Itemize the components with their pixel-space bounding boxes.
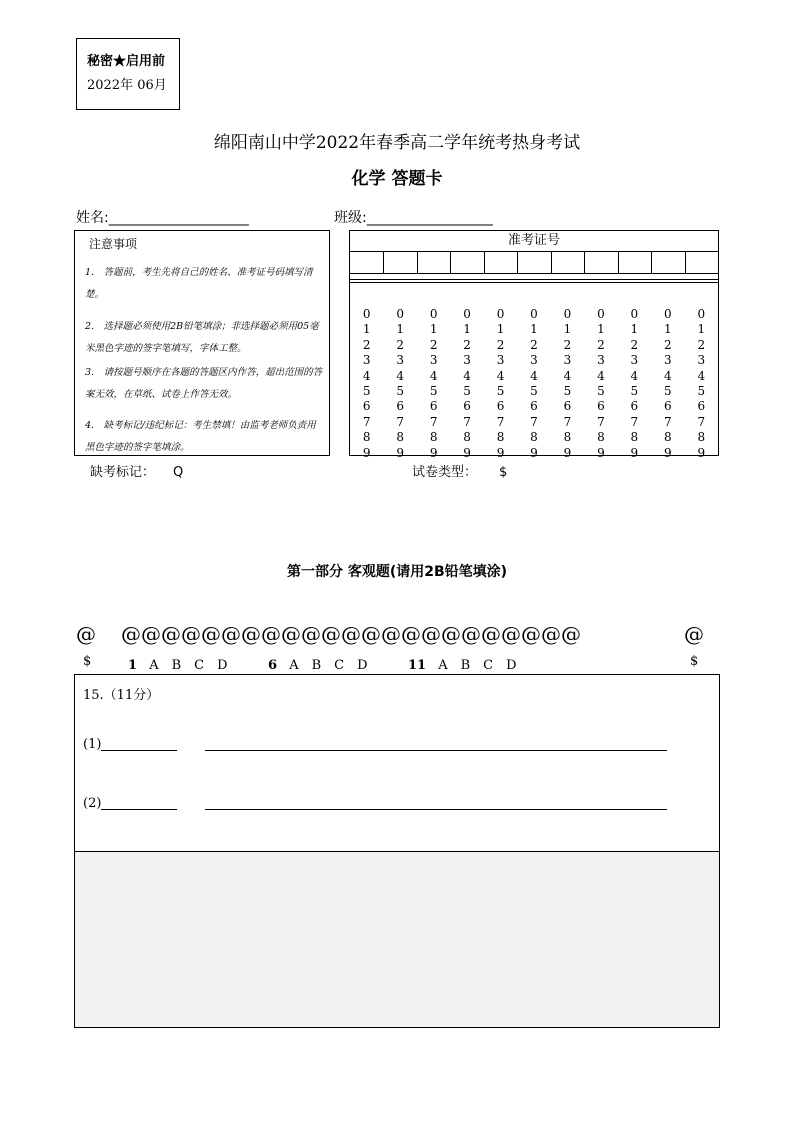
digit-option[interactable]: 8 bbox=[563, 430, 572, 445]
digit-option[interactable]: 6 bbox=[563, 399, 572, 414]
digit-option[interactable]: 6 bbox=[630, 399, 639, 414]
question-options[interactable]: A B C D bbox=[289, 658, 368, 673]
digit-option[interactable]: 4 bbox=[663, 368, 672, 383]
admission-digit-column[interactable] bbox=[383, 251, 416, 460]
digit-option[interactable]: 4 bbox=[563, 368, 572, 383]
digit-option[interactable]: 9 bbox=[396, 445, 404, 460]
digit-option[interactable]: 2 bbox=[362, 337, 371, 352]
digit-options[interactable] bbox=[383, 307, 416, 461]
digit-option[interactable]: 0 bbox=[663, 307, 672, 321]
digit-option[interactable]: 1 bbox=[663, 322, 672, 337]
digit-option[interactable]: 7 bbox=[496, 414, 505, 429]
digit-option[interactable]: 1 bbox=[362, 322, 371, 337]
digit-option[interactable]: 5 bbox=[362, 384, 371, 399]
digit-option[interactable]: 2 bbox=[463, 337, 471, 352]
class-label: 班级: bbox=[334, 210, 367, 226]
answer-blank-2a[interactable] bbox=[101, 795, 177, 810]
digit-option[interactable]: 7 bbox=[429, 414, 438, 429]
digit-option[interactable]: 1 bbox=[463, 322, 471, 337]
digit-option[interactable]: 9 bbox=[697, 445, 706, 460]
name-field[interactable] bbox=[76, 207, 249, 227]
digit-option[interactable]: 0 bbox=[630, 307, 639, 321]
digit-option[interactable]: 5 bbox=[496, 384, 505, 399]
cell-separator bbox=[685, 251, 686, 273]
digit-option[interactable]: 2 bbox=[496, 337, 505, 352]
digit-option[interactable]: 5 bbox=[563, 384, 572, 399]
digit-option[interactable]: 9 bbox=[663, 445, 672, 460]
digit-option[interactable]: 9 bbox=[530, 445, 538, 460]
confidential-box bbox=[76, 38, 180, 110]
part1-title: 第一部分 客观题(请用2B铅笔填涂) bbox=[286, 564, 508, 580]
answer-label-1: (1) bbox=[83, 737, 102, 752]
admission-digit-column[interactable] bbox=[417, 251, 450, 460]
digit-option[interactable]: 0 bbox=[496, 307, 505, 321]
digit-option[interactable]: 1 bbox=[396, 322, 404, 337]
digit-option[interactable]: 9 bbox=[362, 445, 371, 460]
name-label: 姓名: bbox=[76, 210, 109, 226]
digit-option[interactable]: 2 bbox=[396, 337, 404, 352]
question-group bbox=[128, 654, 228, 673]
digit-option[interactable]: 5 bbox=[597, 384, 605, 399]
note-item: 3. 请按题号顺序在各题的答题区内作答，超出范围的答案无效，在草纸、试卷上作答无效。 bbox=[85, 367, 323, 400]
digit-option[interactable]: 5 bbox=[396, 384, 404, 399]
digit-options[interactable] bbox=[450, 307, 483, 461]
digit-options[interactable] bbox=[484, 307, 517, 461]
admission-digit-column[interactable] bbox=[618, 251, 651, 460]
digit-option[interactable]: 8 bbox=[697, 430, 706, 445]
digit-option[interactable]: 5 bbox=[463, 384, 471, 399]
digit-option[interactable]: 1 bbox=[496, 322, 505, 337]
digit-option[interactable]: 8 bbox=[530, 430, 538, 445]
cell-separator bbox=[417, 251, 418, 273]
paper-type-bubble[interactable]: $ bbox=[499, 465, 508, 480]
admission-digit-cell[interactable] bbox=[383, 251, 416, 274]
answer-blank-1b[interactable] bbox=[205, 736, 667, 751]
digit-option[interactable]: 6 bbox=[463, 399, 471, 414]
absent-mark bbox=[90, 461, 183, 480]
digit-option[interactable]: 7 bbox=[530, 414, 538, 429]
paper-type-label: 试卷类型： bbox=[412, 465, 478, 480]
note-item: 1. 答题前，考生先将自己的姓名、准考证号码填写清楚。 bbox=[85, 267, 313, 300]
digit-option[interactable]: 6 bbox=[362, 399, 371, 414]
digit-option[interactable]: 4 bbox=[496, 368, 505, 383]
digit-option[interactable]: 3 bbox=[463, 353, 471, 368]
digit-option[interactable]: 7 bbox=[697, 414, 706, 429]
digit-option[interactable]: 0 bbox=[563, 307, 572, 321]
class-blank: __________________ bbox=[366, 210, 493, 226]
digit-option[interactable]: 3 bbox=[396, 353, 404, 368]
digit-options[interactable] bbox=[584, 307, 617, 461]
digit-options[interactable] bbox=[350, 307, 383, 461]
admission-digit-cell[interactable] bbox=[685, 251, 718, 274]
admission-digit-column[interactable] bbox=[685, 251, 718, 460]
digit-option[interactable]: 4 bbox=[597, 368, 605, 383]
digit-option[interactable]: 1 bbox=[597, 322, 605, 337]
digit-option[interactable]: 9 bbox=[429, 445, 438, 460]
question-number: 1 bbox=[128, 658, 138, 673]
digit-option[interactable]: 0 bbox=[697, 307, 706, 321]
notes-title: 注意事项 bbox=[89, 237, 138, 251]
digit-option[interactable]: 2 bbox=[429, 337, 438, 352]
digit-option[interactable]: 8 bbox=[630, 430, 639, 445]
digit-options[interactable] bbox=[651, 307, 684, 461]
digit-option[interactable]: 2 bbox=[563, 337, 572, 352]
digit-option[interactable]: 6 bbox=[597, 399, 605, 414]
admission-digit-column[interactable] bbox=[517, 251, 550, 460]
answer-area-blank bbox=[74, 852, 720, 1028]
question-options[interactable]: A B C D bbox=[438, 658, 517, 673]
digit-option[interactable]: 2 bbox=[697, 337, 706, 352]
cell-separator bbox=[517, 251, 518, 273]
digit-option[interactable]: 3 bbox=[429, 353, 438, 368]
digit-option[interactable]: 7 bbox=[597, 414, 605, 429]
answer-blank-1a[interactable] bbox=[101, 736, 177, 751]
question-15-box bbox=[74, 674, 720, 852]
digit-option[interactable]: 4 bbox=[429, 368, 438, 383]
digit-option[interactable]: 7 bbox=[563, 414, 572, 429]
paper-type-mark bbox=[412, 461, 507, 480]
digit-option[interactable]: 0 bbox=[530, 307, 538, 321]
digit-option[interactable]: 2 bbox=[630, 337, 639, 352]
admission-number-box bbox=[349, 230, 719, 460]
digit-option[interactable]: 4 bbox=[530, 368, 538, 383]
digit-option[interactable]: 9 bbox=[630, 445, 639, 460]
digit-option[interactable]: 7 bbox=[463, 414, 471, 429]
digit-option[interactable]: 7 bbox=[663, 414, 672, 429]
name-blank: ____________________ bbox=[108, 210, 249, 226]
admission-number-title: 准考证号 bbox=[350, 231, 718, 252]
digit-option[interactable]: 2 bbox=[597, 337, 605, 352]
digit-option[interactable]: 2 bbox=[663, 337, 672, 352]
digit-option[interactable]: 8 bbox=[597, 430, 605, 445]
digit-option[interactable]: 1 bbox=[429, 322, 438, 337]
exam-title: 绵阳南山中学2022年春季高二学年统考热身考试 bbox=[213, 133, 581, 153]
admission-digit-column[interactable] bbox=[350, 251, 383, 460]
absent-label: 缺考标记： bbox=[90, 465, 156, 480]
digit-option[interactable]: 6 bbox=[663, 399, 672, 414]
digit-option[interactable]: 4 bbox=[697, 368, 706, 383]
digit-option[interactable]: 3 bbox=[697, 353, 706, 368]
admission-digit-cell[interactable] bbox=[450, 251, 483, 274]
answer-label-2: (2) bbox=[83, 796, 102, 811]
digit-option[interactable]: 8 bbox=[396, 430, 404, 445]
digit-options[interactable] bbox=[685, 307, 718, 461]
digit-option[interactable]: 8 bbox=[463, 430, 471, 445]
digit-option[interactable]: 8 bbox=[496, 430, 505, 445]
cell-separator bbox=[383, 251, 384, 273]
digit-option[interactable]: 1 bbox=[563, 322, 572, 337]
digit-option[interactable]: 0 bbox=[362, 307, 371, 321]
absent-bubble[interactable]: Q bbox=[173, 465, 184, 480]
digit-option[interactable]: 6 bbox=[697, 399, 706, 414]
question-options[interactable]: A B C D bbox=[149, 658, 228, 673]
digit-option[interactable]: 3 bbox=[630, 353, 639, 368]
digit-option[interactable]: 4 bbox=[463, 368, 471, 383]
admission-digit-column[interactable] bbox=[584, 251, 617, 460]
digit-option[interactable]: 4 bbox=[630, 368, 639, 383]
cell-separator bbox=[450, 251, 451, 273]
admission-digit-cell[interactable] bbox=[651, 251, 684, 274]
digit-option[interactable]: 4 bbox=[362, 368, 371, 383]
digit-option[interactable]: 5 bbox=[429, 384, 438, 399]
admission-digit-cell[interactable] bbox=[417, 251, 450, 274]
digit-option[interactable]: 0 bbox=[597, 307, 605, 321]
admission-digit-column[interactable] bbox=[651, 251, 684, 460]
digit-option[interactable]: 0 bbox=[463, 307, 471, 321]
admission-digit-cell[interactable] bbox=[551, 251, 584, 274]
digit-option[interactable]: 8 bbox=[663, 430, 672, 445]
digit-option[interactable]: 7 bbox=[630, 414, 639, 429]
question-number: 11 bbox=[408, 658, 427, 673]
digit-option[interactable]: 8 bbox=[362, 430, 371, 445]
cell-separator bbox=[551, 251, 552, 273]
admission-digit-column[interactable] bbox=[450, 251, 483, 460]
digit-options[interactable] bbox=[551, 307, 584, 461]
cell-separator bbox=[484, 251, 485, 273]
digit-option[interactable]: 5 bbox=[663, 384, 672, 399]
admission-digit-column[interactable] bbox=[484, 251, 517, 460]
digit-options[interactable] bbox=[618, 307, 651, 461]
digit-option[interactable]: 0 bbox=[429, 307, 438, 321]
digit-option[interactable]: 3 bbox=[530, 353, 538, 368]
digit-option[interactable]: 9 bbox=[463, 445, 471, 460]
digit-option[interactable]: 9 bbox=[496, 445, 505, 460]
secret-label: 秘密★启用前 bbox=[87, 54, 166, 69]
anchor-dollar-left: $ bbox=[83, 654, 92, 669]
admission-digit-cell[interactable] bbox=[618, 251, 651, 274]
note-item: 4. 缺考标记/违纪标记：考生禁填！由监考老师负责用黑色字迹的签字笔填涂。 bbox=[85, 420, 316, 453]
digit-option[interactable]: 5 bbox=[697, 384, 706, 399]
digit-option[interactable]: 6 bbox=[429, 399, 438, 414]
digit-option[interactable]: 9 bbox=[597, 445, 605, 460]
digit-option[interactable]: 3 bbox=[496, 353, 505, 368]
cell-separator bbox=[584, 251, 585, 273]
digit-option[interactable]: 0 bbox=[396, 307, 404, 321]
notes-box bbox=[74, 230, 330, 456]
anchor-marks-row: @@@@@@@@@@@@@@@@@@@@@@@ bbox=[121, 622, 581, 646]
digit-option[interactable]: 3 bbox=[663, 353, 672, 368]
note-item: 2. 选择题必须使用2B铅笔填涂；非选择题必须用05毫米黑色字迹的签字笔填写，字体工整。 bbox=[85, 321, 319, 354]
cell-separator bbox=[618, 251, 619, 273]
digit-option[interactable]: 1 bbox=[697, 322, 706, 337]
digit-option[interactable]: 7 bbox=[362, 414, 371, 429]
anchor-marks-left: @ bbox=[76, 622, 96, 646]
anchor-marks-right: @ bbox=[684, 622, 704, 646]
question-15-header: 15.（11分） bbox=[83, 688, 160, 703]
digit-option[interactable]: 5 bbox=[530, 384, 538, 399]
digit-options[interactable] bbox=[417, 307, 450, 461]
admission-digit-cell[interactable] bbox=[584, 251, 617, 274]
digit-option[interactable]: 3 bbox=[563, 353, 572, 368]
admission-digit-cell[interactable] bbox=[517, 251, 550, 274]
digit-option[interactable]: 6 bbox=[530, 399, 538, 414]
exam-date: 2022年 06月 bbox=[87, 78, 167, 93]
digit-option[interactable]: 1 bbox=[530, 322, 538, 337]
class-field[interactable] bbox=[334, 207, 493, 227]
digit-option[interactable]: 6 bbox=[496, 399, 505, 414]
admission-digit-column[interactable] bbox=[551, 251, 584, 460]
admission-digit-cell[interactable] bbox=[350, 251, 383, 274]
digit-option[interactable]: 7 bbox=[396, 414, 404, 429]
digit-option[interactable]: 6 bbox=[396, 399, 404, 414]
digit-option[interactable]: 9 bbox=[563, 445, 572, 460]
digit-option[interactable]: 3 bbox=[362, 353, 371, 368]
admission-digit-cell[interactable] bbox=[484, 251, 517, 274]
question-number: 6 bbox=[268, 658, 278, 673]
digit-options[interactable] bbox=[517, 307, 550, 461]
digit-option[interactable]: 5 bbox=[630, 384, 639, 399]
digit-option[interactable]: 3 bbox=[597, 353, 605, 368]
digit-option[interactable]: 4 bbox=[396, 368, 404, 383]
answer-card-title: 化学 答题卡 bbox=[351, 169, 443, 189]
question-group bbox=[408, 654, 517, 673]
anchor-dollar-right: $ bbox=[690, 654, 699, 669]
answer-blank-2b[interactable] bbox=[205, 795, 667, 810]
digit-option[interactable]: 1 bbox=[630, 322, 639, 337]
question-group bbox=[268, 654, 368, 673]
digit-option[interactable]: 2 bbox=[530, 337, 538, 352]
cell-separator bbox=[651, 251, 652, 273]
digit-option[interactable]: 8 bbox=[429, 430, 438, 445]
